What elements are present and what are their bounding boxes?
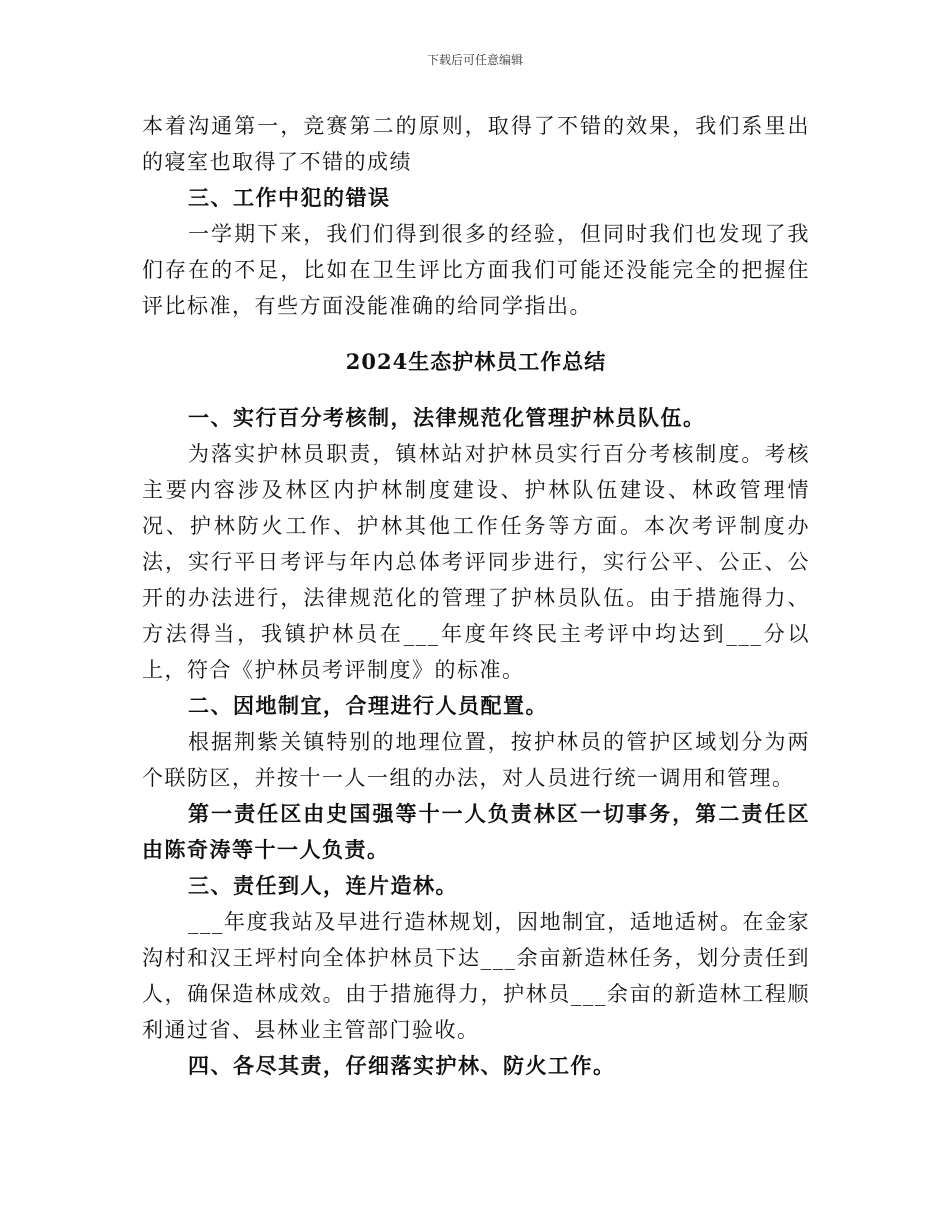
errors-paragraph: 一学期下来，我们们得到很多的经验，但同时我们也发现了我们存在的不足，比如在卫生评比方面我们可能还没能完全的把握住评比标准，有些方面没能准确的给同学指出。 xyxy=(142,222,810,318)
intro-paragraph: 本着沟通第一，竞赛第二的原则，取得了不错的效果，我们系里出的寝室也取得了不错的成绩 xyxy=(142,114,810,174)
section-heading-2: 二、因地制宜，合理进行人员配置。 xyxy=(188,693,548,718)
section-body-3: ___年度我站及早进行造林规划，因地制宜，适地适树。在金家沟村和汉王坪村向全体护林员下达___余亩新造林任务，划分责任到人，确保造林成效。由于措施得力，护林员___余亩的新造林工程顺利通过省、县林业主管部门验收。 xyxy=(142,910,810,1042)
section-body-2: 根据荆紫关镇特别的地理位置，按护林员的管护区域划分为两个联防区，并按十一人一组的办法，对人员进行统一调用和管理。 xyxy=(142,730,810,790)
section-body-2-bold: 第一责任区由史国强等十一人负责林区一切事务，第二责任区由陈奇涛等十一人负责。 xyxy=(142,801,810,862)
section-heading-3: 三、责任到人，连片造林。 xyxy=(188,873,458,898)
document-title: 2024生态护林员工作总结 xyxy=(345,349,607,374)
section-heading-errors: 三、工作中犯的错误 xyxy=(188,185,391,210)
section-body-1: 为落实护林员职责，镇林站对护林员实行百分考核制度。考核主要内容涉及林区内护林制度建设、护林队伍建设、林政管理情况、护林防火工作、护林其他工作任务等方面。本次考评制度办法，实行平日考评与年内总体考评同步进行，实行公平、公正、公开的办法进行，法律规范化的管理了护林员队伍。由于措施得力、方法得当，我镇护林员在___年度年终民主考评中均达到___分以上，符合《护林员考评制度》的标准。 xyxy=(142,442,810,682)
page-header: 下载后可任意编辑 xyxy=(426,53,523,67)
document-body xyxy=(142,108,810,1084)
section-heading-4: 四、各尽其责，仔细落实护林、防火工作。 xyxy=(188,1053,616,1078)
section-heading-1: 一、实行百分考核制，法律规范化管理护林员队伍。 xyxy=(188,405,706,430)
